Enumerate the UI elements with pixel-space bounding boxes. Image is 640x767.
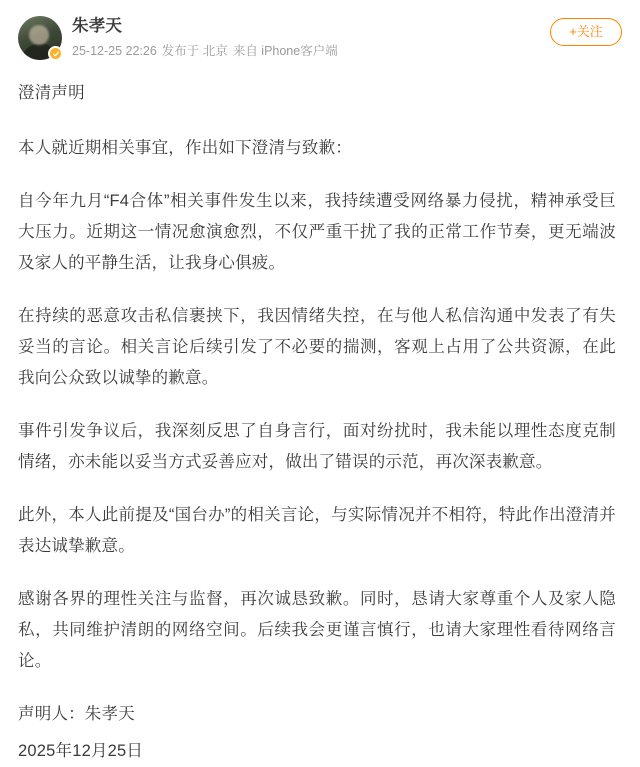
post-signature: 声明人：朱孝天 (18, 705, 135, 723)
post-source[interactable]: 来自 iPhone客户端 (232, 44, 338, 58)
post-paragraph-2: 自今年九月“F4合体”相关事件发生以来，我持续遭受网络暴力侵扰，精神承受巨大压力。近期这一情况愈演愈烈，不仅严重干扰了我的正常工作节奏，更无端波及家人的平静生活，让我身心俱疲。 (18, 192, 616, 272)
post-paragraph-4: 事件引发争议后，我深刻反思了自身言行，面对纷扰时，我未能以理性态度克制情绪，亦未能以妥当方式妥善应对，做出了错误的示范，再次深表歉意。 (18, 422, 616, 471)
post-location[interactable]: 北京 (202, 44, 228, 58)
post-meta (72, 42, 622, 60)
post-header-text (72, 14, 622, 60)
post-date: 2025年12月25日 (18, 742, 144, 760)
post-paragraph-1: 本人就近期相关事宜，作出如下澄清与致歉： (18, 139, 352, 157)
verified-badge-icon (48, 46, 63, 61)
post-content (18, 78, 622, 767)
author-name[interactable]: 朱孝天 (72, 17, 123, 35)
follow-button[interactable]: +关注 (550, 18, 622, 46)
post-location-prefix: 发布于 (161, 44, 200, 58)
post-title: 澄清声明 (18, 84, 85, 102)
post-paragraph-3: 在持续的恶意攻击私信裹挟下，我因情绪失控，在与他人私信沟通中发表了有失妥当的言论。相关言论后续引发了不必要的揣测，客观上占用了公共资源，在此我向公众致以诚挚的歉意。 (18, 307, 616, 387)
avatar[interactable] (18, 16, 62, 60)
post-timestamp: 25-12-25 22:26 (72, 44, 157, 58)
post-paragraph-6: 感谢各界的理性关注与监督，再次诚恳致歉。同时，恳请大家尊重个人及家人隐私，共同维护清朗的网络空间。后续我会更谨言慎行，也请大家理性看待网络言论。 (18, 590, 616, 670)
post-paragraph-5: 此外，本人此前提及“国台办”的相关言论，与实际情况并不相符，特此作出澄清并表达诚挚歉意。 (18, 506, 616, 555)
post-header (18, 14, 622, 66)
